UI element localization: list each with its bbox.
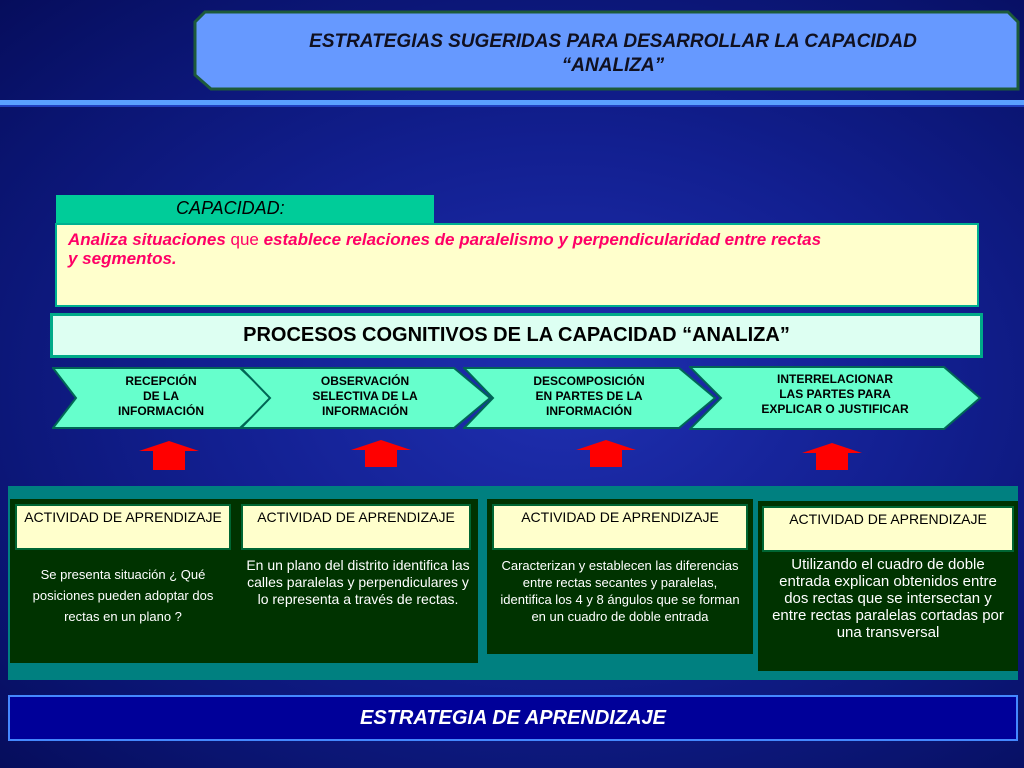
activity-card-3 bbox=[487, 499, 753, 654]
processes-heading: PROCESOS COGNITIVOS DE LA CAPACIDAD “ANALIZA” bbox=[243, 324, 790, 346]
capacity-verb: Analiza situaciones bbox=[68, 230, 226, 249]
up-arrow-icon-2 bbox=[351, 440, 411, 467]
page-title-line1: ESTRATEGIAS SUGERIDAS PARA DESARROLLAR LA CAPACIDAD bbox=[309, 31, 917, 52]
capacity-label: CAPACIDAD: bbox=[176, 198, 285, 218]
activity-text-3: Caracterizan y establecen las diferencias entre rectas secantes y paralelas, identifica los 4 y 8 ángulos que se forman en un cuadro de doble entrada bbox=[500, 558, 740, 624]
activity-card-1 bbox=[10, 499, 236, 663]
process-step-2-label: OBSERVACIÓN SELECTIVA DE LA INFORMACIÓN bbox=[312, 374, 418, 418]
capacity-description bbox=[68, 230, 828, 268]
process-step-3 bbox=[463, 367, 717, 429]
process-step-3-label: DESCOMPOSICIÓN EN PARTES DE LA INFORMACIÓN bbox=[533, 374, 645, 418]
activity-text-1: Se presenta situación ¿ Qué posiciones pueden adoptar dos rectas en un plano ? bbox=[32, 567, 214, 624]
footer-box bbox=[8, 695, 1018, 741]
top-divider-shadow bbox=[0, 105, 1024, 107]
activity-heading-2: ACTIVIDAD DE APRENDIZAJE bbox=[241, 504, 471, 550]
activity-heading-4: ACTIVIDAD DE APRENDIZAJE bbox=[762, 506, 1014, 552]
process-step-1-label: RECEPCIÓN DE LA INFORMACIÓN bbox=[118, 374, 204, 418]
capacity-tab bbox=[56, 195, 434, 225]
activity-text-2: En un plano del distrito identifica las calles paralelas y perpendiculares y lo representa a través de rectas. bbox=[246, 557, 470, 607]
processes-heading-box bbox=[50, 313, 983, 358]
capacity-connector: que bbox=[225, 230, 264, 249]
up-arrow-icon-3 bbox=[576, 440, 636, 467]
capacity-detail: establece relaciones de paralelismo y perpendicularidad entre rectas y segmentos. bbox=[68, 230, 822, 268]
activity-card-4 bbox=[758, 501, 1018, 671]
title-banner bbox=[193, 10, 1020, 91]
activity-heading-1: ACTIVIDAD DE APRENDIZAJE bbox=[15, 504, 231, 550]
activity-heading-3: ACTIVIDAD DE APRENDIZAJE bbox=[492, 504, 748, 550]
capacity-box bbox=[55, 223, 979, 307]
up-arrow-icon-4 bbox=[802, 443, 862, 470]
page-title-line2: “ANALIZA” bbox=[561, 55, 665, 76]
activity-card-2 bbox=[236, 499, 478, 663]
footer-label: ESTRATEGIA DE APRENDIZAJE bbox=[360, 707, 666, 729]
process-step-2 bbox=[240, 367, 492, 429]
page-title bbox=[223, 30, 1003, 78]
process-step-4-label: INTERRELACIONAR LAS PARTES PARA EXPLICAR O JUSTIFICAR bbox=[761, 372, 909, 416]
activity-text-4: Utilizando el cuadro de doble entrada explican obtenidos entre dos rectas que se intersectan y entre rectas paralelas cortadas por una transversal bbox=[772, 556, 1004, 641]
up-arrow-icon-1 bbox=[139, 441, 199, 470]
process-step-4 bbox=[689, 366, 982, 430]
